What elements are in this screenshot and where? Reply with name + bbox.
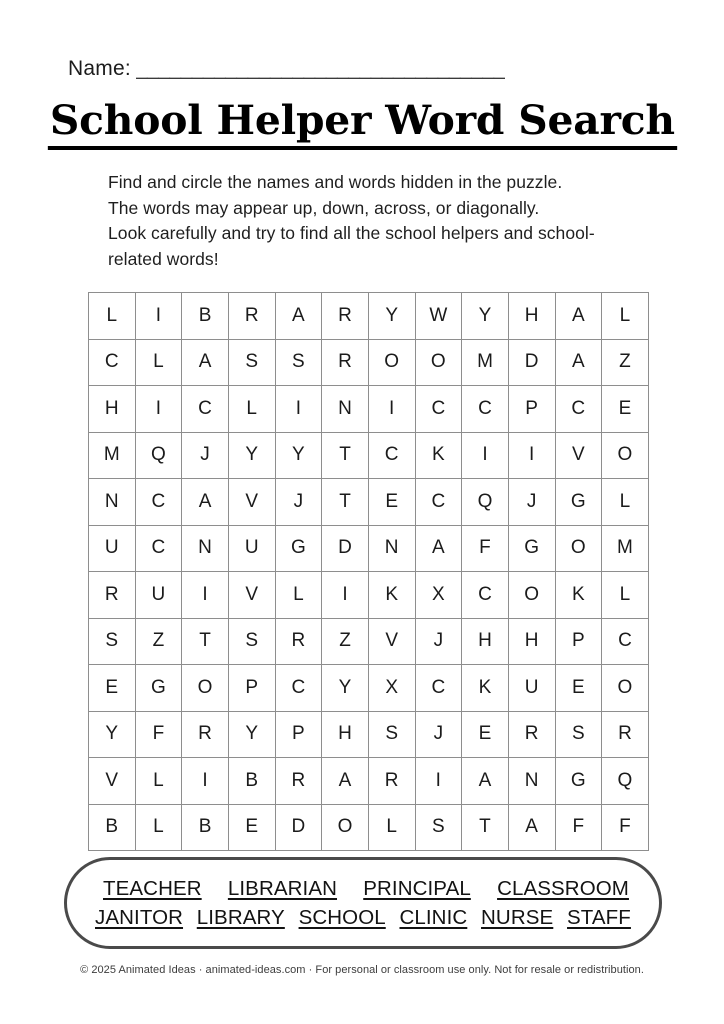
grid-cell[interactable]: J xyxy=(415,618,462,665)
grid-cell[interactable]: A xyxy=(555,339,602,386)
grid-cell[interactable]: D xyxy=(322,525,369,572)
grid-cell[interactable]: C xyxy=(182,386,229,433)
grid-cell[interactable]: G xyxy=(135,665,182,712)
grid-cell[interactable]: H xyxy=(508,618,555,665)
grid-cell[interactable]: B xyxy=(89,804,136,851)
grid-cell[interactable]: I xyxy=(415,758,462,805)
grid-cell[interactable]: U xyxy=(508,665,555,712)
grid-cell[interactable]: G xyxy=(275,525,322,572)
grid-cell[interactable]: H xyxy=(508,293,555,340)
grid-cell[interactable]: F xyxy=(602,804,649,851)
word-bank-word[interactable]: CLINIC xyxy=(399,906,468,929)
grid-cell[interactable]: R xyxy=(89,572,136,619)
grid-cell[interactable]: R xyxy=(508,711,555,758)
grid-cell[interactable]: J xyxy=(275,479,322,526)
grid-cell[interactable]: N xyxy=(322,386,369,433)
grid-cell[interactable]: O xyxy=(415,339,462,386)
grid-cell[interactable]: I xyxy=(462,432,509,479)
grid-cell[interactable]: H xyxy=(89,386,136,433)
name-field-row xyxy=(68,57,658,81)
grid-cell[interactable]: Q xyxy=(462,479,509,526)
grid-cell[interactable]: L xyxy=(228,386,275,433)
footer-copyright: © 2025 Animated Ideas · animated-ideas.com · For personal or classroom use only. Not for resale or redistribution. xyxy=(80,964,644,976)
grid-cell[interactable]: T xyxy=(322,479,369,526)
grid-cell[interactable]: L xyxy=(135,804,182,851)
grid-cell[interactable]: I xyxy=(322,572,369,619)
grid-cell[interactable]: K xyxy=(462,665,509,712)
grid-cell[interactable]: U xyxy=(135,572,182,619)
instructions-block xyxy=(108,170,648,272)
grid-cell[interactable]: L xyxy=(89,293,136,340)
word-search-grid[interactable] xyxy=(88,292,649,851)
grid-cell[interactable]: V xyxy=(368,618,415,665)
grid-cell[interactable]: C xyxy=(415,386,462,433)
grid-cell[interactable]: K xyxy=(368,572,415,619)
grid-cell[interactable]: H xyxy=(322,711,369,758)
grid-cell[interactable]: F xyxy=(135,711,182,758)
grid-cell[interactable]: N xyxy=(368,525,415,572)
grid-cell[interactable]: A xyxy=(182,479,229,526)
grid-cell[interactable]: B xyxy=(182,804,229,851)
grid-row xyxy=(89,339,649,386)
grid-cell[interactable]: N xyxy=(182,525,229,572)
grid-cell[interactable]: A xyxy=(555,293,602,340)
grid-cell[interactable]: J xyxy=(508,479,555,526)
grid-cell[interactable]: A xyxy=(182,339,229,386)
grid-cell[interactable]: R xyxy=(368,758,415,805)
grid-cell[interactable]: V xyxy=(228,479,275,526)
grid-cell[interactable]: J xyxy=(415,711,462,758)
grid-cell[interactable]: C xyxy=(135,525,182,572)
grid-cell[interactable]: R xyxy=(322,339,369,386)
grid-cell[interactable]: E xyxy=(462,711,509,758)
grid-cell[interactable]: B xyxy=(182,293,229,340)
grid-cell[interactable]: R xyxy=(602,711,649,758)
grid-cell[interactable]: O xyxy=(322,804,369,851)
word-bank-word[interactable]: PRINCIPAL xyxy=(363,877,471,900)
grid-cell[interactable]: S xyxy=(415,804,462,851)
grid-cell[interactable]: S xyxy=(555,711,602,758)
grid-row xyxy=(89,758,649,805)
grid-cell[interactable]: C xyxy=(602,618,649,665)
grid-cell[interactable]: A xyxy=(462,758,509,805)
grid-cell[interactable]: A xyxy=(415,525,462,572)
grid-cell[interactable]: I xyxy=(135,386,182,433)
grid-cell[interactable]: T xyxy=(322,432,369,479)
grid-cell[interactable]: H xyxy=(462,618,509,665)
grid-cell[interactable]: Q xyxy=(602,758,649,805)
grid-cell[interactable]: V xyxy=(228,572,275,619)
grid-cell[interactable]: T xyxy=(462,804,509,851)
grid-cell[interactable]: A xyxy=(322,758,369,805)
page-title: School Helper Word Search xyxy=(47,100,676,150)
grid-cell[interactable]: O xyxy=(602,665,649,712)
grid-cell[interactable]: O xyxy=(182,665,229,712)
grid-cell[interactable]: W xyxy=(415,293,462,340)
grid-cell[interactable]: O xyxy=(368,339,415,386)
grid-cell[interactable]: G xyxy=(508,525,555,572)
grid-cell[interactable]: L xyxy=(602,479,649,526)
grid-cell[interactable]: E xyxy=(228,804,275,851)
grid-cell[interactable]: Y xyxy=(228,711,275,758)
grid-row xyxy=(89,665,649,712)
grid-cell[interactable]: U xyxy=(228,525,275,572)
grid-cell[interactable]: R xyxy=(322,293,369,340)
word-bank-word[interactable]: SCHOOL xyxy=(298,906,386,929)
grid-cell[interactable]: I xyxy=(135,293,182,340)
grid-cell[interactable]: E xyxy=(89,665,136,712)
grid-cell[interactable]: S xyxy=(228,618,275,665)
word-bank-word[interactable]: JANITOR xyxy=(95,906,184,929)
grid-cell[interactable]: A xyxy=(508,804,555,851)
grid-cell[interactable]: C xyxy=(89,339,136,386)
grid-cell[interactable]: S xyxy=(89,618,136,665)
grid-cell[interactable]: P xyxy=(555,618,602,665)
instruction-line-4: related words! xyxy=(108,248,219,269)
grid-row xyxy=(89,618,649,665)
word-bank-word[interactable]: CLASSROOM xyxy=(497,877,629,900)
grid-row xyxy=(89,293,649,340)
word-bank-word[interactable]: NURSE xyxy=(481,906,554,929)
grid-cell[interactable]: J xyxy=(182,432,229,479)
grid-cell[interactable]: F xyxy=(462,525,509,572)
grid-cell[interactable]: R xyxy=(275,758,322,805)
grid-cell[interactable]: Y xyxy=(368,293,415,340)
grid-cell[interactable]: R xyxy=(228,293,275,340)
grid-cell[interactable]: I xyxy=(182,572,229,619)
grid-row xyxy=(89,386,649,433)
grid-cell[interactable]: A xyxy=(275,293,322,340)
grid-cell[interactable]: Y xyxy=(228,432,275,479)
grid-cell[interactable]: R xyxy=(182,711,229,758)
grid-cell[interactable]: L xyxy=(135,339,182,386)
grid-cell[interactable]: G xyxy=(555,479,602,526)
page-title-wrap xyxy=(0,97,724,150)
grid-cell[interactable]: D xyxy=(508,339,555,386)
grid-row xyxy=(89,804,649,851)
grid-cell[interactable]: D xyxy=(275,804,322,851)
grid-cell[interactable]: C xyxy=(135,479,182,526)
grid-cell[interactable]: C xyxy=(462,572,509,619)
name-write-in-line[interactable]: _________________________________ xyxy=(135,57,505,80)
grid-cell[interactable]: L xyxy=(602,572,649,619)
grid-cell[interactable]: Y xyxy=(89,711,136,758)
grid-cell[interactable]: P xyxy=(228,665,275,712)
grid-cell[interactable]: B xyxy=(228,758,275,805)
grid-cell[interactable]: O xyxy=(555,525,602,572)
grid-cell[interactable]: K xyxy=(555,572,602,619)
grid-cell[interactable]: M xyxy=(462,339,509,386)
grid-row xyxy=(89,711,649,758)
grid-row xyxy=(89,479,649,526)
grid-cell[interactable]: O xyxy=(508,572,555,619)
grid-cell[interactable]: P xyxy=(275,711,322,758)
grid-cell[interactable]: S xyxy=(228,339,275,386)
instruction-line-2: The words may appear up, down, across, or diagonally. xyxy=(108,197,540,218)
grid-cell[interactable]: M xyxy=(602,525,649,572)
grid-cell[interactable]: L xyxy=(368,804,415,851)
grid-cell[interactable]: C xyxy=(555,386,602,433)
grid-row xyxy=(89,525,649,572)
grid-cell[interactable]: I xyxy=(508,432,555,479)
word-search-grid-body xyxy=(89,293,649,851)
word-bank-word[interactable]: LIBRARIAN xyxy=(227,877,338,900)
grid-cell[interactable]: C xyxy=(462,386,509,433)
grid-cell[interactable]: Q xyxy=(135,432,182,479)
grid-cell[interactable]: Z xyxy=(602,339,649,386)
grid-cell[interactable]: V xyxy=(555,432,602,479)
grid-cell[interactable]: S xyxy=(368,711,415,758)
grid-cell[interactable]: I xyxy=(182,758,229,805)
grid-cell[interactable]: Y xyxy=(462,293,509,340)
name-label: Name: xyxy=(68,57,131,80)
grid-cell[interactable]: X xyxy=(415,572,462,619)
grid-cell[interactable]: X xyxy=(368,665,415,712)
word-bank-row-1 xyxy=(85,875,641,902)
grid-cell[interactable]: I xyxy=(275,386,322,433)
instruction-line-1: Find and circle the names and words hidden in the puzzle. xyxy=(108,172,563,192)
grid-cell[interactable]: K xyxy=(415,432,462,479)
grid-cell[interactable]: Z xyxy=(322,618,369,665)
grid-cell[interactable]: U xyxy=(89,525,136,572)
grid-cell[interactable]: R xyxy=(275,618,322,665)
word-bank-word[interactable]: TEACHER xyxy=(103,877,202,900)
grid-cell[interactable]: M xyxy=(89,432,136,479)
grid-row xyxy=(89,572,649,619)
grid-cell[interactable]: C xyxy=(415,479,462,526)
grid-cell[interactable]: L xyxy=(135,758,182,805)
instruction-line-3: Look carefully and try to find all the school helpers and school- xyxy=(108,223,595,243)
grid-cell[interactable]: S xyxy=(275,339,322,386)
grid-cell[interactable]: N xyxy=(508,758,555,805)
grid-cell[interactable]: L xyxy=(275,572,322,619)
grid-cell[interactable]: P xyxy=(508,386,555,433)
grid-cell[interactable]: F xyxy=(555,804,602,851)
grid-cell[interactable]: O xyxy=(602,432,649,479)
grid-cell[interactable]: E xyxy=(368,479,415,526)
grid-cell[interactable]: C xyxy=(275,665,322,712)
word-bank-word[interactable]: LIBRARY xyxy=(196,906,285,929)
grid-cell[interactable]: E xyxy=(602,386,649,433)
word-bank-row-2 xyxy=(85,902,641,931)
grid-cell[interactable]: I xyxy=(368,386,415,433)
grid-cell[interactable]: Z xyxy=(135,618,182,665)
grid-cell[interactable]: Y xyxy=(322,665,369,712)
grid-cell[interactable]: V xyxy=(89,758,136,805)
grid-cell[interactable]: L xyxy=(602,293,649,340)
grid-cell[interactable]: Y xyxy=(275,432,322,479)
grid-cell[interactable]: E xyxy=(555,665,602,712)
grid-cell[interactable]: G xyxy=(555,758,602,805)
grid-cell[interactable]: C xyxy=(415,665,462,712)
grid-cell[interactable]: T xyxy=(182,618,229,665)
grid-cell[interactable]: N xyxy=(89,479,136,526)
grid-cell[interactable]: C xyxy=(368,432,415,479)
grid-row xyxy=(89,432,649,479)
word-bank xyxy=(64,857,662,949)
word-bank-word[interactable]: STAFF xyxy=(567,906,631,929)
